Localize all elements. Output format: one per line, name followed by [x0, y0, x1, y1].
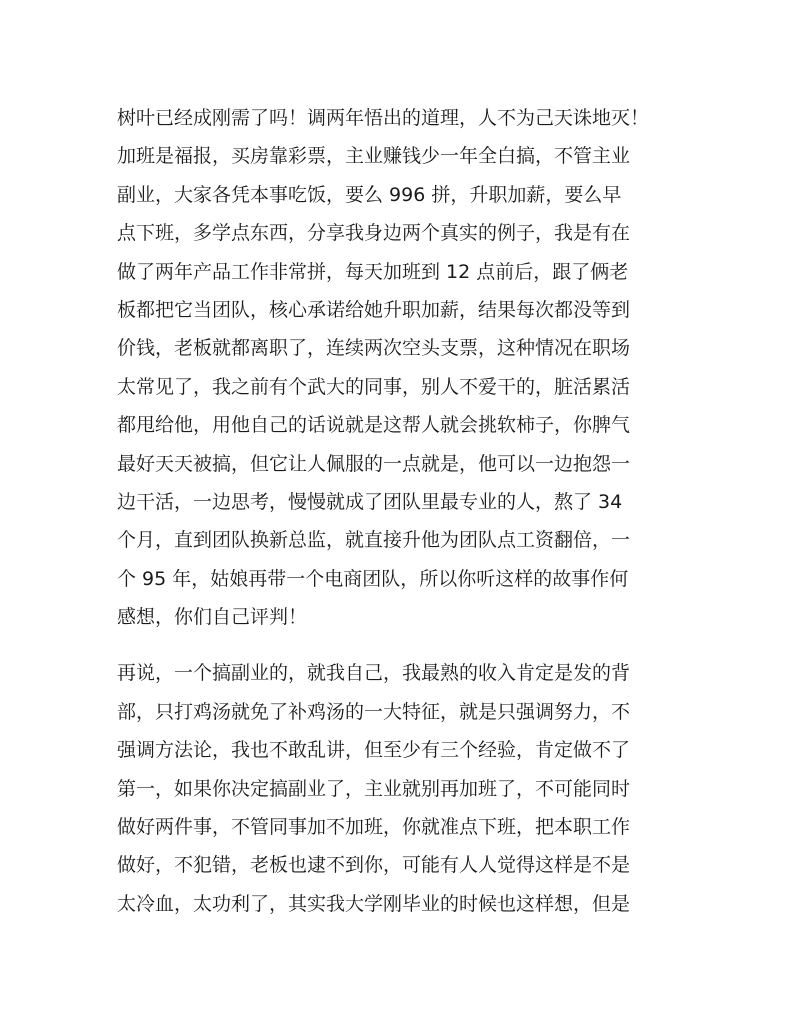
text-line: 个 95 年，姑娘再带一个电商团队，所以你听这样的故事作何: [117, 567, 629, 590]
text-line: 再说，一个搞副业的，就我自己，我最熟的收入肯定是发的背: [117, 662, 631, 685]
text-line: 太冷血，太功利了，其实我大学刚毕业的时候也这样想，但是: [117, 892, 631, 915]
text-line: 价钱，老板就都离职了，连续两次空头支票，这种情况在职场: [117, 337, 631, 360]
paragraph-1: [117, 99, 689, 636]
text-line: 树叶已经成刚需了吗！调两年悟出的道理，人不为己天诛地灭！: [117, 107, 650, 129]
text-line: 做好，不犯错，老板也逮不到你，可能有人人觉得这样是不是: [117, 854, 631, 877]
text-line: 做好两件事，不管同事加不加班，你就准点下班，把本职工作: [117, 816, 631, 839]
text-line: 板都把它当团队，核心承诺给她升职加薪，结果每次都没等到: [117, 298, 631, 321]
text-line: 第一，如果你决定搞副业了，主业就别再加班了，不可能同时: [117, 777, 631, 800]
text-line: 点下班，多学点东西，分享我身边两个真实的例子，我是有在: [117, 222, 631, 245]
text-line: 强调方法论，我也不敢乱讲，但至少有三个经验，肯定做不了: [117, 739, 631, 762]
text-line: 个月，直到团队换新总监，就直接升他为团队点工资翻倍，一: [117, 529, 631, 552]
text-line: 做了两年产品工作非常拼，每天加班到 12 点前后，跟了俩老: [117, 260, 629, 283]
text-line: 副业，大家各凭本事吃饭，要么 996 拼，升职加薪，要么早: [117, 183, 622, 206]
text-line: 都甩给他，用他自己的话说就是这帮人就会挑软柿子，你脾气: [117, 414, 631, 437]
text-line: 感想，你们自己评判！: [117, 606, 308, 629]
text-line: 加班是福报，买房靠彩票，主业赚钱少一年全白搞，不管主业: [117, 145, 631, 168]
paragraph-2: [117, 654, 689, 923]
text-line: 最好天天被搞，但它让人佩服的一点就是，他可以一边抱怨一: [117, 452, 631, 475]
text-line: 部，只打鸡汤就免了补鸡汤的一大特征，就是只强调努力，不: [117, 700, 631, 723]
text-line: 太常见了，我之前有个武大的同事，别人不爱干的，脏活累活: [117, 375, 631, 398]
document-body: [117, 99, 689, 923]
text-line: 边干活，一边思考，慢慢就成了团队里最专业的人，熬了 34: [117, 490, 623, 513]
